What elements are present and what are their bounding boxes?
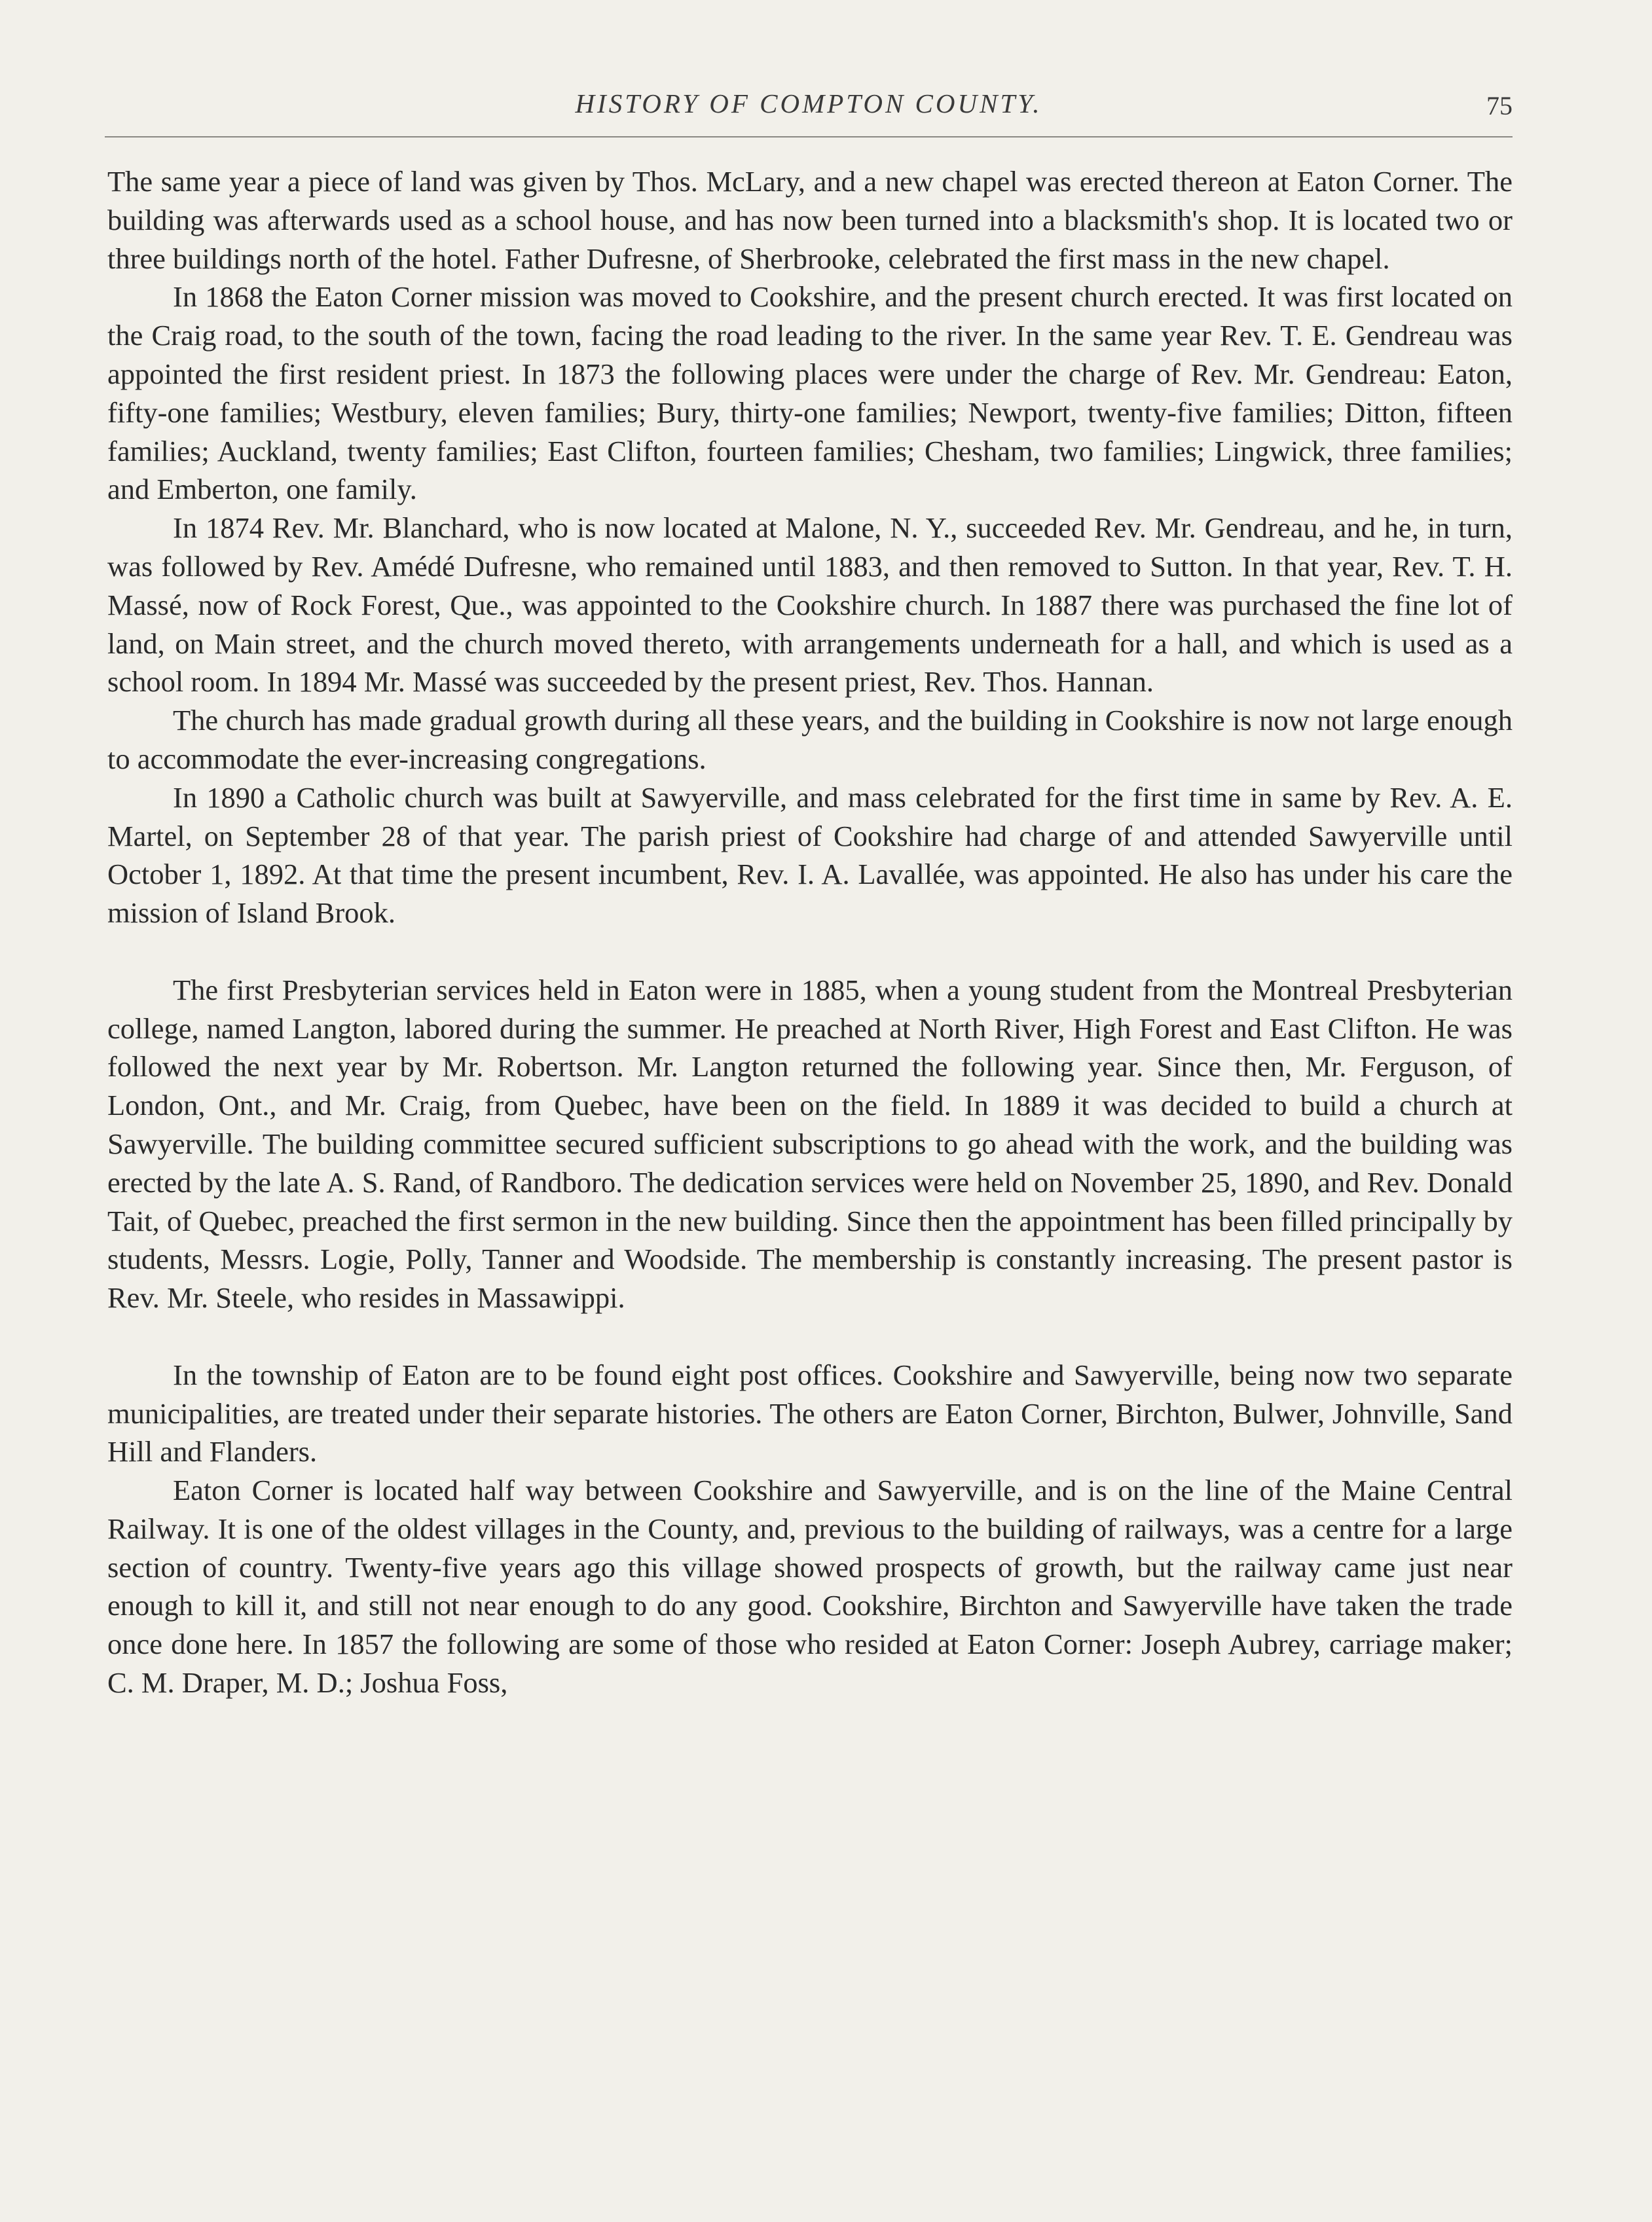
body-text bbox=[107, 162, 1513, 1702]
paragraph-eaton-chapel: The same year a piece of land was given by Thos. McLary, and a new chapel was erected thereon at Eaton Corner. The building was afterwards used as a school house, and has now been turned into a blacksmith's shop. It is located two or three buildings north of the hotel. Father Dufresne, of Sherbrooke, celebrated the first mass in the new chapel. bbox=[107, 165, 1513, 275]
paragraph-post-offices: In the township of Eaton are to be found eight post offices. Cookshire and Sawyerville, being now two separate municipalities, are treated under their separate histories. The others are Eaton Corner, Birchton, Bulwer, Johnville, Sand Hill and Flanders. bbox=[107, 1358, 1513, 1468]
paragraph-church-growth: The church has made gradual growth during all these years, and the building in Cookshire is now not large enough to accommodate the ever-increasing congregations. bbox=[107, 704, 1513, 775]
running-header bbox=[105, 77, 1513, 137]
running-title: HISTORY OF COMPTON COUNTY. bbox=[575, 88, 1042, 118]
paragraph-sawyerville-catholic: In 1890 a Catholic church was built at Sawyerville, and mass celebrated for the first time in same by Rev. A. E. Martel, on September 28 of that year. The parish priest of Cookshire had charge of and attended Sawyerville until October 1, 1892. At that time the present incumbent, Rev. I. A. Lavallée, was appointed. He also has under his care the mission of Island Brook. bbox=[107, 780, 1513, 930]
paragraph-presbyterian-services: The first Presbyterian services held in Eaton were in 1885, when a young student from the Montreal Presbyterian college, named Langton, labored during the summer. He preached at North River, High Forest and East Clifton. He was followed the next year by Mr. Robertson. Mr. Langton returned the following year. Since then, Mr. Ferguson, of London, Ont., and Mr. Craig, from Quebec, have been on the field. In 1889 it was decided to build a church at Sawyerville. The building committee secured sufficient subscriptions to go ahead with the work, and the building was erected by the late A. S. Rand, of Randboro. The dedication services were held on November 25, 1890, and Rev. Donald Tait, of Quebec, preached the first sermon in the new building. Since then the appointment has been filled principally by students, Messrs. Logie, Polly, Tanner and Woodside. The membership is constantly increasing. The present pastor is Rev. Mr. Steele, who resides in Massawippi. bbox=[107, 973, 1513, 1315]
paragraph-eaton-corner: Eaton Corner is located half way between Cookshire and Sawyerville, and is on the line of the Maine Central Railway. It is one of the oldest villages in the County, and, previous to the building of railways, was a centre for a large section of country. Twenty-five years ago this village showed prospects of growth, but the railway came just near enough to kill it, and still not near enough to do any good. Cookshire, Birchton and Sawyerville have taken the trade once done here. In 1857 the following are some of those who resided at Eaton Corner: Joseph Aubrey, carriage maker; C. M. Draper, M. D.; Joshua Foss, bbox=[107, 1474, 1513, 1700]
paragraph-cookshire-mission: In 1868 the Eaton Corner mission was moved to Cookshire, and the present church erected. It was first located on the Craig road, to the south of the town, facing the road leading to the river. In the same year Rev. T. E. Gendreau was appointed the first resident priest. In 1873 the following places were under the charge of Rev. Mr. Gendreau: Eaton, fifty-one families; Westbury, eleven families; Bury, thirty-one families; Newport, twenty-five families; Ditton, fifteen families; Auckland, twenty families; East Clifton, fourteen families; Chesham, two families; Lingwick, three families; and Emberton, one family. bbox=[107, 280, 1513, 506]
page-number: 75 bbox=[1486, 91, 1513, 120]
paragraph-succession-of-priests: In 1874 Rev. Mr. Blanchard, who is now located at Malone, N. Y., succeeded Rev. Mr. Gendreau, and he, in turn, was followed by Rev. Amédé Dufresne, who remained until 1883, and then removed to Sutton. In that year, Rev. T. H. Massé, now of Rock Forest, Que., was appointed to the Cookshire church. In 1887 there was purchased the fine lot of land, on Main street, and the church moved thereto, with arrangements underneath for a hall, and which is used as a school room. In 1894 Mr. Massé was succeeded by the present priest, Rev. Thos. Hannan. bbox=[107, 511, 1513, 699]
